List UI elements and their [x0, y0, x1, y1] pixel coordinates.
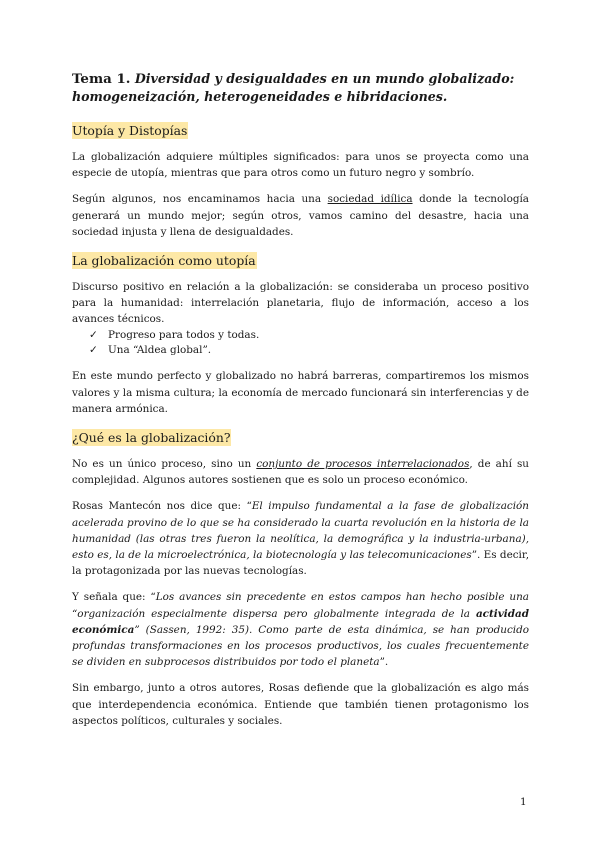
paragraph: Rosas Mantecón nos dice que: “El impulso fundamental a la fase de globalización acelerada provino de lo que se ha considerado la cuarta revolución en la historia de la humanidad (las otras tres fueron la neolítica, la demográfica y la industria-urbana), esto es, la de la microelectrónica, la biotecnología y las telecomunicaciones”. Es decir, la protagonizada por las nuevas tecnologías.	[72, 500, 529, 578]
underlined-term: sociedad idílica	[327, 193, 413, 206]
title-lead: Tema 1.	[72, 71, 131, 87]
checkmark-icon: ✓	[89, 328, 98, 341]
section-heading-utopia-distopias: Utopía y Distopías	[72, 123, 188, 138]
section-heading-que-es: ¿Qué es la globalización?	[72, 430, 231, 446]
list-item: ✓ Una “Aldea global”.	[72, 343, 529, 358]
paragraph: Sin embargo, junto a otros autores, Rosas defiende que la globalización es algo más que interdependencia económica. Entiende que también tienen protagonismo los aspectos políticos, culturales y sociales.	[72, 682, 529, 727]
quote: El impulso fundamental a la fase de globalización acelerada provino de lo que se ha considerado la cuarta revolución en la historia de la humanidad (las otras tres fueron la neolítica, la demográfica y la industria-urbana), esto es, la de la microelectrónica, la biotecnología y las telecomunicaciones	[72, 500, 529, 562]
paragraph: La globalización adquiere múltiples significados: para unos se proyecta como una especie de utopía, mientras que para otros como un futuro negro y sombrío.	[72, 151, 529, 180]
section-heading-utopia: La globalización como utopía	[72, 253, 256, 269]
paragraph: Y señala que: “Los avances sin precedente en estos campos han hecho posible una “organización especialmente dispersa pero globalmente integrada de la actividad económica” (Sassen, 1992: 35). Como parte de esta dinámica, se han producido profundas transformaciones en los procesos productivos, los cuales frecuentemente se dividen en subprocesos distribuidos por todo el planeta”.	[72, 591, 529, 669]
paragraph: Discurso positivo en relación a la globalización: se consideraba un proceso positivo para la humanidad: interrelación planetaria, flujo de información, acceso a los avances técnicos.	[72, 281, 529, 326]
list-item: ✓ Progreso para todos y todas.	[72, 328, 529, 343]
checkmark-icon: ✓	[89, 344, 98, 357]
page-number: 1	[520, 796, 527, 808]
document-page	[72, 70, 529, 739]
title-rest: Diversidad y desigualdades en un mundo globalizado: homogeneización, heterogeneidades e hibridaciones.	[72, 71, 515, 104]
quote: ” (Sassen, 1992: 35). Como parte de esta dinámica, se han producido profundas transformaciones en los procesos productivos, los cuales frecuentemente se dividen en subprocesos distribuidos por todo el planeta	[72, 623, 529, 669]
paragraph: No es un único proceso, sino un conjunto de procesos interrelacionados, de ahí su complejidad. Algunos autores sostienen que es solo un proceso económico.	[72, 458, 529, 487]
quote: Los avances sin precedente en estos campos han hecho posible una “organización especialmente dispersa pero globalmente integrada de la	[72, 591, 529, 620]
page-title	[72, 70, 529, 106]
check-list	[72, 328, 529, 359]
paragraph: Según algunos, nos encaminamos hacia una sociedad idílica donde la tecnología generará un mundo mejor; según otros, vamos camino del desastre, hacia una sociedad injusta y llena de desigualdades.	[72, 193, 529, 238]
paragraph: En este mundo perfecto y globalizado no habrá barreras, compartiremos los mismos valores y la misma cultura; la economía de mercado funcionará sin interferencias y de manera armónica.	[72, 370, 529, 415]
underlined-term: conjunto de procesos interrelacionados	[256, 458, 470, 471]
bold-term: actividad económica	[72, 607, 529, 636]
